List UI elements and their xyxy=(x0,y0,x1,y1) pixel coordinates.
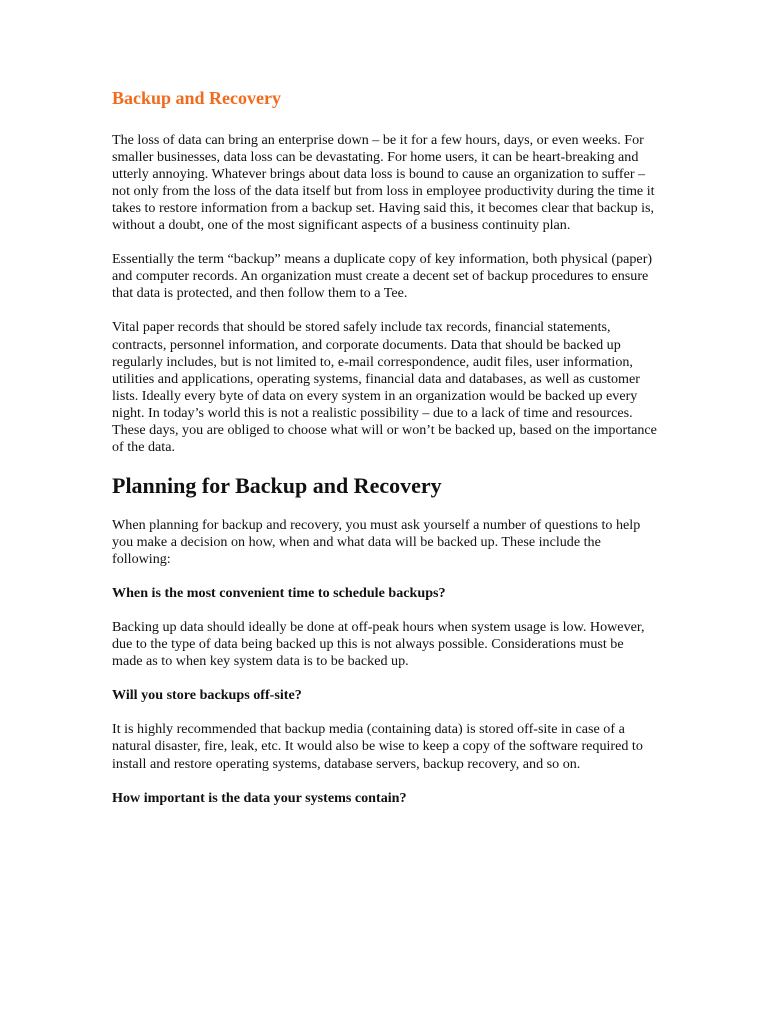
question-offsite-backups: Will you store backups off-site? xyxy=(112,687,302,704)
section-title-backup-and-recovery: Backup and Recovery xyxy=(112,88,282,108)
question-schedule-backups: When is the most convenient time to schedule backups? xyxy=(112,584,446,601)
paragraph-data-loss: The loss of data can bring an enterprise down – be it for a few hours, days, or even weeks. For smaller businesses, data loss can be devastating. For home users, it can be heart-breaking and utterly annoying. Whatever brings about data loss is bound to cause an organization to suffer – not only from the loss of the data itself but from loss in employee productivity during the time it takes to restore information from a backup set. Having said this, it becomes clear that backup is, without a doubt, one of the most significant aspects of a business continuity plan. xyxy=(112,131,655,234)
answer-schedule-backups: Backing up data should ideally be done at off-peak hours when system usage is low. However, due to the type of data being backed up this is not always possible. Considerations must be made as to when key system data is to be backed up. xyxy=(112,618,645,670)
paragraph-planning-intro: When planning for backup and recovery, you must ask yourself a number of questions to help you make a decision on how, when and what data will be backed up. These include the following: xyxy=(112,516,641,567)
heading-planning-for-backup: Planning for Backup and Recovery xyxy=(112,473,442,499)
paragraph-vital-records: Vital paper records that should be stored safely include tax records, financial statements, contracts, personnel information, and corporate documents. Data that should be backed up regularly includes, but is not limited to, e-mail correspondence, audit files, user information, utilities and applications, operating systems, financial data and databases, as well as customer lists. Ideally every byte of data on every system in an organization would be backed up every night. In today’s world this is not a realistic possibility – due to a lack of time and resources. These days, you are obliged to choose what will or won’t be backed up, based on the importance of the data. xyxy=(112,319,657,456)
document-page xyxy=(112,88,657,824)
question-data-importance: How important is the data your systems contain? xyxy=(112,789,407,806)
paragraph-backup-definition: Essentially the term “backup” means a duplicate copy of key information, both physical (paper) and computer records. An organization must create a decent set of backup procedures to ensure that data is protected, and then follow them to a Tee. xyxy=(112,251,653,302)
answer-offsite-backups: It is highly recommended that backup media (containing data) is stored off-site in case of a natural disaster, fire, leak, etc. It would also be wise to keep a copy of the software required to install and restore operating systems, database servers, backup recovery, and so on. xyxy=(112,721,643,772)
